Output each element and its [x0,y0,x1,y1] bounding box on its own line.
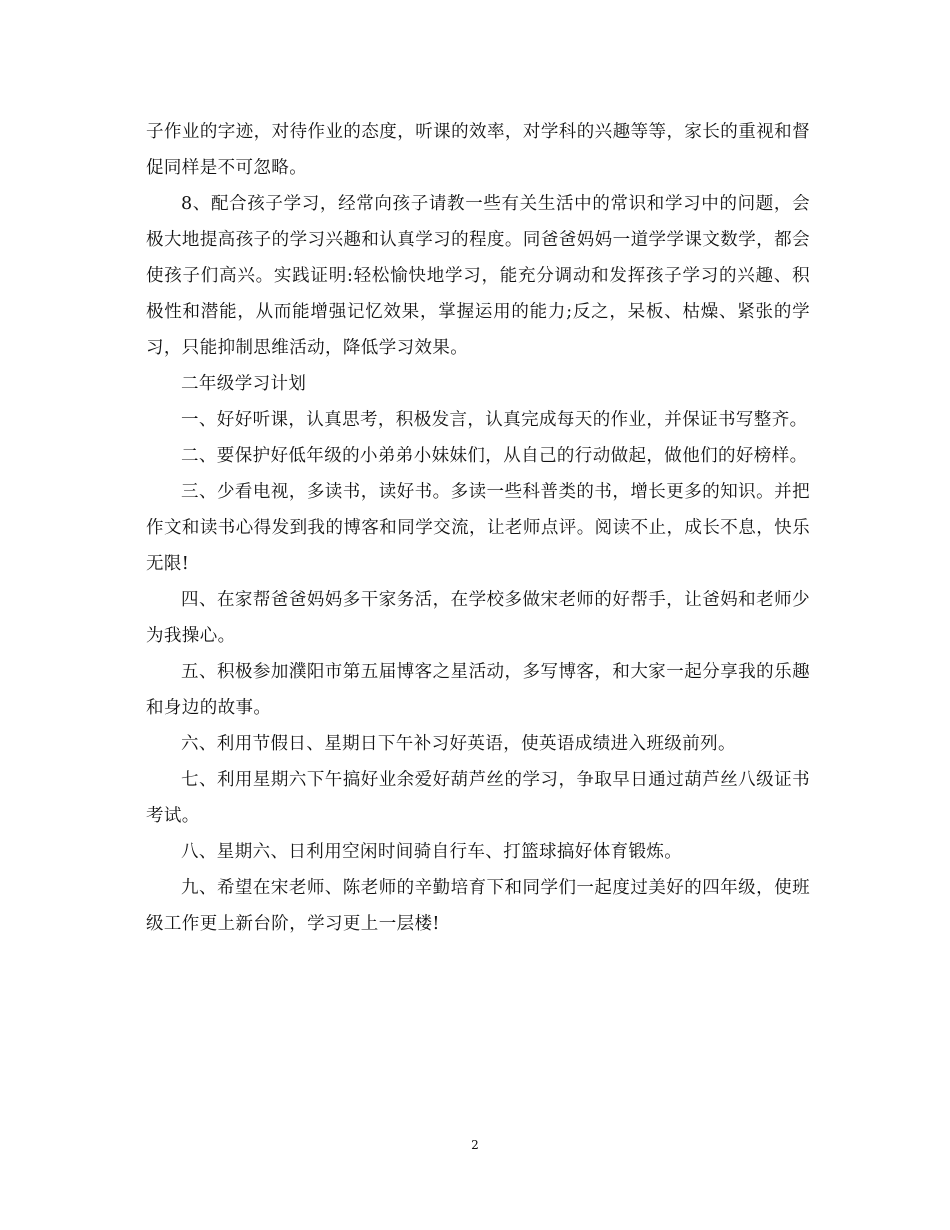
paragraph-item-8: 8、配合孩子学习，经常向孩子请教一些有关生活中的常识和学习中的问题，会极大地提高孩子的学习兴趣和认真学习的程度。同爸爸妈妈一道学学课文数学，都会使孩子们高兴。实践证明:轻松愉快地学习，能充分调动和发挥孩子学习的兴趣、积极性和潜能，从而能增强记忆效果，掌握运用的能力;反之，呆板、枯燥、紧张的学习，只能抑制思维活动，降低学习效果。 [146,194,810,358]
page-number: 2 [471,1138,479,1152]
plan-item-9: 九、希望在宋老师、陈老师的辛勤培育下和同学们一起度过美好的四年级，使班级工作更上新台阶，学习更上一层楼! [146,878,810,934]
document-body [146,114,810,942]
plan-item-6: 六、利用节假日、星期日下午补习好英语，使英语成绩进入班级前列。 [181,734,736,754]
plan-item-5: 五、积极参加濮阳市第五届博客之星活动，多写博客，和大家一起分享我的乐趣和身边的故事。 [146,662,810,718]
plan-item-3: 三、少看电视，多读书，读好书。多读一些科普类的书，增长更多的知识。并把作文和读书心得发到我的博客和同学交流，让老师点评。阅读不止，成长不息，快乐无限! [146,482,810,574]
plan-item-4: 四、在家帮爸爸妈妈多干家务活，在学校多做宋老师的好帮手，让爸妈和老师少为我操心。 [146,590,810,646]
plan-item-2: 二、要保护好低年级的小弟弟小妹妹们，从自己的行动做起，做他们的好榜样。 [181,446,808,466]
plan-item-1: 一、好好听课，认真思考，积极发言，认真完成每天的作业，并保证书写整齐。 [181,410,808,430]
paragraph-continuation: 子作业的字迹，对待作业的态度，听课的效率，对学科的兴趣等等，家长的重视和督促同样是不可忽略。 [146,122,810,178]
plan-item-7: 七、利用星期六下午搞好业余爱好葫芦丝的学习，争取早日通过葫芦丝八级证书考试。 [146,770,810,826]
section-heading: 二年级学习计划 [181,374,307,394]
plan-item-8: 八、星期六、日利用空闲时间骑自行车、打篮球搞好体育锻炼。 [181,842,683,862]
